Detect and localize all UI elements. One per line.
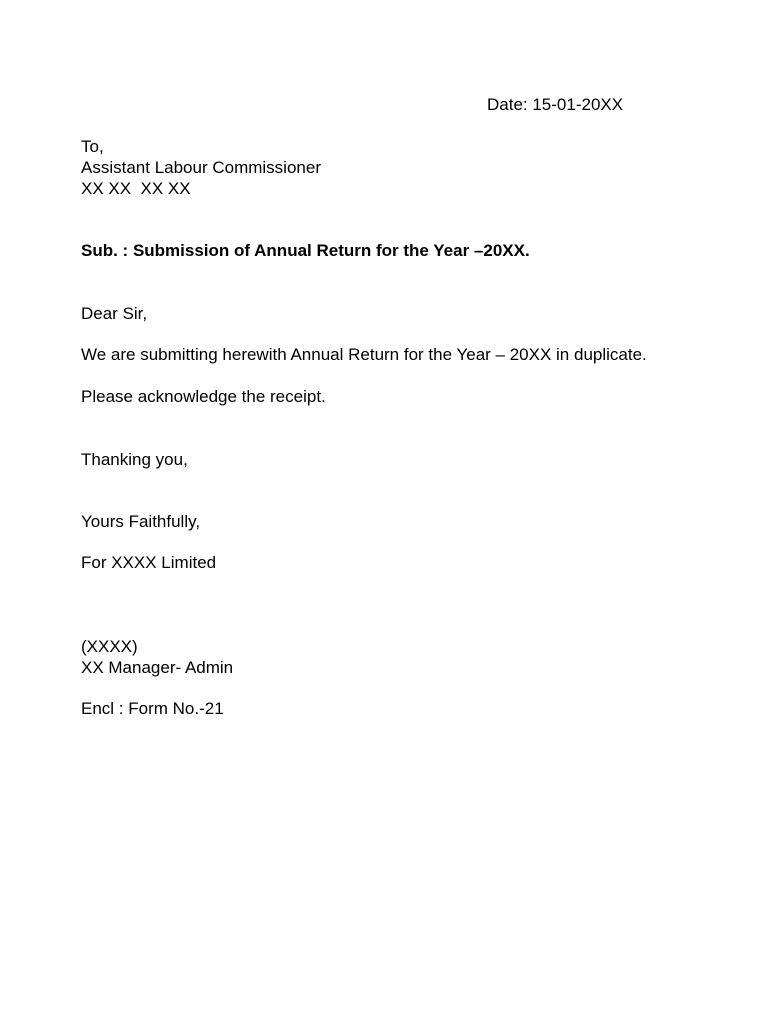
recipient-address: XX XX XX XX [81, 179, 191, 198]
body-paragraph-2: Please acknowledge the receipt. [81, 387, 326, 406]
to-label: To, [81, 137, 104, 156]
recipient-title: Assistant Labour Commissioner [81, 158, 321, 177]
body-paragraph-1: We are submitting herewith Annual Return for the Year – 20XX in duplicate. [81, 345, 647, 364]
subject-line: Sub. : Submission of Annual Return for the Year –20XX. [81, 241, 530, 260]
salutation: Dear Sir, [81, 304, 148, 323]
company-line: For XXXX Limited [81, 553, 217, 572]
enclosure-line: Encl : Form No.-21 [81, 699, 224, 718]
closing-line: Yours Faithfully, [81, 512, 201, 531]
thanks-line: Thanking you, [81, 450, 188, 469]
signatory-title: XX Manager- Admin [81, 658, 234, 677]
letter-date: Date: 15-01-20XX [487, 95, 624, 114]
signatory-name: (XXXX) [81, 637, 138, 656]
